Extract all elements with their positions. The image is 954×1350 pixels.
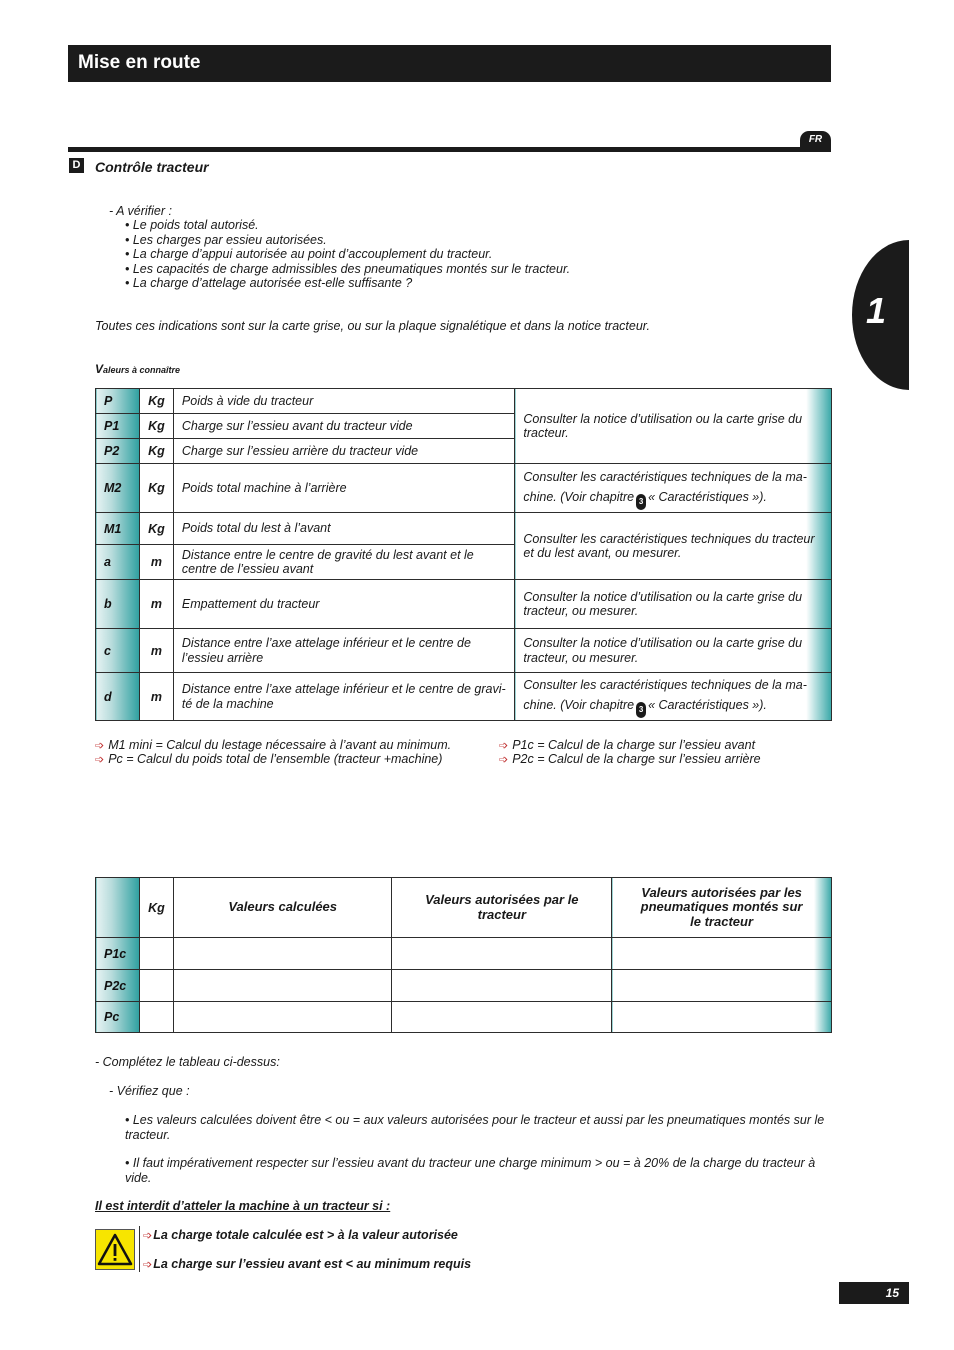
input-cell[interactable] <box>612 938 832 970</box>
input-cell[interactable] <box>392 970 612 1002</box>
table-row <box>96 464 832 513</box>
note-cell: Consulter les caractéristiques techniques de la ma-chine. (Voir chapitre 3 « Caractéristiques »). <box>515 673 832 721</box>
warning-icon <box>95 1229 135 1270</box>
note-cell: Consulter les caractéristiques techniques du tracteur et du lest avant, ou mesurer. <box>515 513 832 580</box>
arrow-icon: ➩ <box>95 754 105 766</box>
calc-note: ➩ P1c = Calcul de la charge sur l’essieu avant <box>499 738 756 752</box>
unit-cell: Kg <box>139 414 173 439</box>
description-cell: Poids total machine à l’arrière <box>173 464 514 513</box>
table-row <box>96 970 832 1002</box>
forbidden-item: ➩La charge sur l’essieu avant est < au minimum requis <box>143 1257 472 1271</box>
symbol-cell: P2 <box>96 439 140 464</box>
symbol-cell: M2 <box>96 464 140 513</box>
chapter-chip-icon: 3 <box>636 702 646 718</box>
page-header-bar <box>68 45 831 82</box>
info-sentence: Toutes ces indications sont sur la carte grise, ou sur la plaque signalétique et dans la notice tracteur. <box>95 319 650 333</box>
column-header: Valeurs calculées <box>173 878 392 938</box>
page-number: 15 <box>839 1282 909 1304</box>
input-cell[interactable] <box>173 938 392 970</box>
instruction-complete: - Complétez le tableau ci-dessus: <box>95 1055 280 1069</box>
unit-cell: Kg <box>139 464 173 513</box>
arrow-icon: ➩ <box>143 1259 153 1271</box>
verify-item: • Les charges par essieu autorisées. <box>125 233 327 247</box>
page-header-title: Mise en route <box>78 52 201 73</box>
input-cell[interactable] <box>139 938 173 970</box>
calc-note: ➩ Pc = Calcul du poids total de l’ensemble (tracteur +machine) <box>95 752 443 766</box>
values-table <box>95 388 832 721</box>
table-row <box>96 673 832 721</box>
table-header-row <box>96 878 832 938</box>
values-title: Valeurs à connaître <box>95 362 181 376</box>
description-cell: Empattement du tracteur <box>173 580 514 629</box>
symbol-cell: P <box>96 389 140 414</box>
section-rule <box>68 147 831 152</box>
arrow-icon: ➩ <box>499 740 509 752</box>
instruction-bullet: • Les valeurs calculées doivent être < ou = aux valeurs autorisées pour le tracteur et aussi par les pneumatiques montés sur le tracteur. <box>125 1113 825 1142</box>
arrow-icon: ➩ <box>499 754 509 766</box>
section-title: Contrôle tracteur <box>95 159 209 175</box>
input-cell[interactable] <box>392 938 612 970</box>
unit-cell: Kg <box>139 389 173 414</box>
unit-cell: Kg <box>139 439 173 464</box>
input-cell[interactable] <box>173 1002 392 1033</box>
instruction-verify: - Vérifiez que : <box>109 1084 190 1098</box>
compare-table <box>95 877 832 1033</box>
unit-header: Kg <box>139 878 173 938</box>
description-cell: Charge sur l’essieu avant du tracteur vide <box>173 414 514 439</box>
forbidden-title: Il est interdit d’atteler la machine à un tracteur si : <box>95 1199 391 1213</box>
table-row <box>96 1002 832 1033</box>
section-letter: D <box>69 158 84 173</box>
note-cell: Consulter la notice d’utilisation ou la carte grise du tracteur, ou mesurer. <box>515 629 832 673</box>
description-cell: Distance entre l’axe attelage inférieur et le centre de gravi-té de la machine <box>173 673 514 721</box>
description-cell: Charge sur l’essieu arrière du tracteur vide <box>173 439 514 464</box>
calc-note: ➩ P2c = Calcul de la charge sur l’essieu arrière <box>499 752 761 766</box>
input-cell[interactable] <box>139 1002 173 1033</box>
row-label: P2c <box>96 970 140 1002</box>
verify-item: • La charge d’attelage autorisée est-elle suffisante ? <box>125 276 413 290</box>
note-cell: Consulter la notice d’utilisation ou la carte grise du tracteur, ou mesurer. <box>515 580 832 629</box>
verify-item: • Le poids total autorisé. <box>125 218 259 232</box>
unit-cell: Kg <box>139 513 173 545</box>
symbol-cell: P1 <box>96 414 140 439</box>
symbol-cell: c <box>96 629 140 673</box>
chapter-chip-icon: 3 <box>636 494 646 510</box>
symbol-cell: a <box>96 545 140 580</box>
symbol-cell: d <box>96 673 140 721</box>
input-cell[interactable] <box>612 970 832 1002</box>
calc-note: ➩ M1 mini = Calcul du lestage nécessaire à l’avant au minimum. <box>95 738 452 752</box>
description-cell: Distance entre l’axe attelage inférieur et le centre de l’essieu arrière <box>173 629 514 673</box>
input-cell[interactable] <box>173 970 392 1002</box>
input-cell[interactable] <box>139 970 173 1002</box>
table-row <box>96 938 832 970</box>
unit-cell: m <box>139 580 173 629</box>
table-row <box>96 580 832 629</box>
unit-cell: m <box>139 673 173 721</box>
arrow-icon: ➩ <box>143 1230 153 1242</box>
symbol-cell: b <box>96 580 140 629</box>
column-header: Valeurs autorisées par les pneumatiques montés sur le tracteur <box>612 878 832 938</box>
note-cell: Consulter la notice d’utilisation ou la carte grise du tracteur. <box>515 389 832 464</box>
row-label: Pc <box>96 1002 140 1033</box>
description-cell: Distance entre le centre de gravité du lest avant et le centre de l’essieu avant <box>173 545 514 580</box>
note-cell: Consulter les caractéristiques techniques de la ma-chine. (Voir chapitre 3 « Caractéristiques »). <box>515 464 832 513</box>
description-cell: Poids à vide du tracteur <box>173 389 514 414</box>
table-row <box>96 513 832 545</box>
corner-cell <box>96 878 140 938</box>
table-row <box>96 389 832 414</box>
symbol-cell: M1 <box>96 513 140 545</box>
chapter-tab <box>852 240 954 390</box>
input-cell[interactable] <box>612 1002 832 1033</box>
language-tab: FR <box>800 131 831 149</box>
verify-item: • La charge d’appui autorisée au point d’accouplement du tracteur. <box>125 247 493 261</box>
arrow-icon: ➩ <box>95 740 105 752</box>
row-label: P1c <box>96 938 140 970</box>
verify-intro: - A vérifier : <box>109 204 172 218</box>
table-row <box>96 629 832 673</box>
description-cell: Poids total du lest à l’avant <box>173 513 514 545</box>
forbidden-item: ➩La charge totale calculée est > à la valeur autorisée <box>143 1228 458 1242</box>
unit-cell: m <box>139 629 173 673</box>
unit-cell: m <box>139 545 173 580</box>
column-header: Valeurs autorisées par le tracteur <box>392 878 612 938</box>
chapter-number: 1 <box>866 290 887 331</box>
verify-item: • Les capacités de charge admissibles des pneumatiques montés sur le tracteur. <box>125 262 571 276</box>
input-cell[interactable] <box>392 1002 612 1033</box>
warning-separator <box>139 1226 140 1272</box>
instruction-bullet: • Il faut impérativement respecter sur l’essieu avant du tracteur une charge minimum > ou = à 20% de la charge du tracteur à vide. <box>125 1156 816 1185</box>
